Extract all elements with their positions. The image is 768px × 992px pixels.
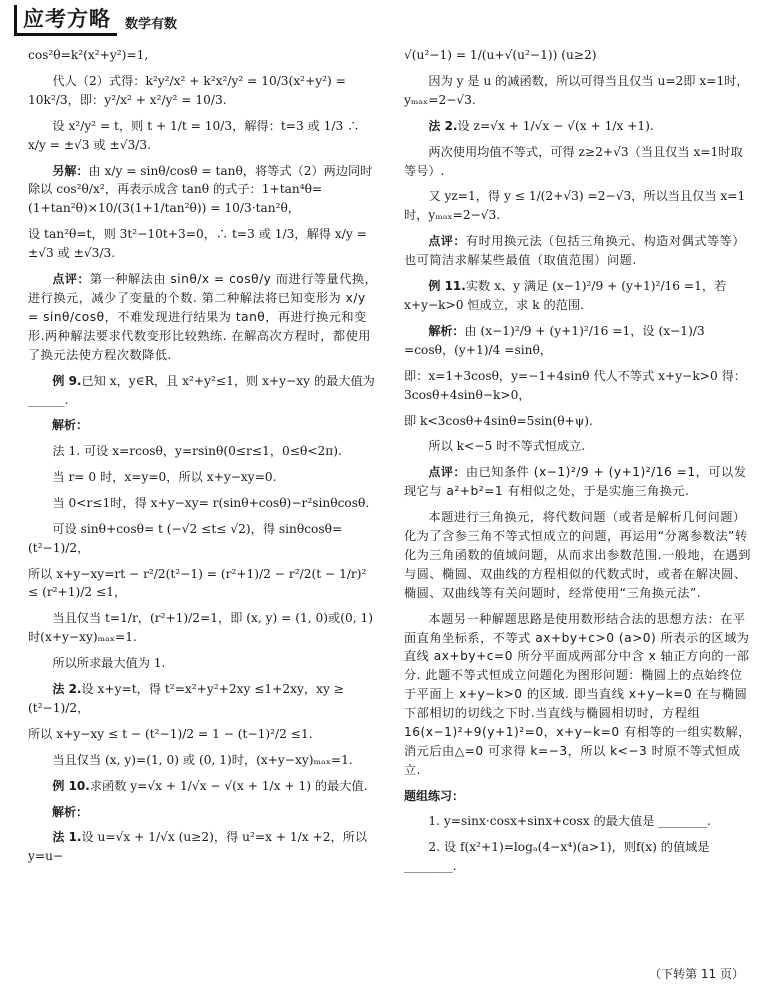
text-line: 代人（2）式得：k²y²/x² + k²x²/y² = 10/3(x²+y²) = 10k²/3，即：y²/x² + x²/y² = 10/3. [28,73,346,107]
label: 另解： [52,163,89,178]
text-line: 即 k<3cosθ+4sinθ=5sin(θ+ψ). [404,413,593,428]
text-line: 所以所求最大值为 1. [52,656,166,671]
text-line: 即：x=1+3cosθ，y=−1+4sinθ 代人不等式 x+y−k>0 得：3cosθ+4sinθ−k>0， [404,368,746,402]
text-line: 因为 y 是 u 的减函数，所以可得当且仅当 u=2即 x=1时，yₘₐₓ=2−√3. [404,73,749,107]
text-line: 设 x+y=t，得 t²=x²+y²+2xy ≤1+2xy，xy ≥ (t²−1)/2， [28,682,344,715]
method-2 [28,680,380,718]
analysis [404,322,752,360]
label: 点评： [428,234,466,249]
text-line: 有时用换元法（包括三角换元、构造对偶式等等）也可简洁求解某些最值（取值范围）问题. [404,234,746,268]
example-11 [404,277,752,315]
text-line: 法 1. 可设 x=rcosθ，y=rsinθ(0≤r≤1，0≤θ<2π). [52,444,342,458]
label: 点评： [52,272,90,287]
comment [404,232,752,270]
label: 解析： [428,323,465,338]
text-line: cos²θ=k²(x²+y²)=1, [28,48,149,62]
text-line: 当且仅当 t=1/r，(r²+1)/2=1，即 (x, y) = (1, 0)或(0, 1)时(x+y−xy)ₘₐₓ=1. [28,611,373,645]
exercise-1: 1. y=sinx·cosx+sinx+cosx 的最大值是 ________. [428,814,711,829]
text-line: 两次使用均值不等式，可得 z≥2+√3（当且仅当 x=1时取等号）. [404,144,743,178]
text-line: 第一种解法由 sinθ/x = cosθ/y 而进行等量代换，进行换元，减少了变量的个数. 第二种解法将已知变形为 x/y = sinθ/cosθ，不难发现进行结果为 tanθ，再进行换元和变形.两种解法要求代数变形比较熟练. 在解高次方程时，都使用了换元法使方程次数降低. [28,272,378,362]
text-line: 设 tan²θ=t，则 3t²−10t+3=0，∴ t=3 或 1/3，解得 x/y = ±√3 或 ±√3/3. [28,227,367,261]
label: 法 2. [52,682,82,697]
example-9 [28,372,380,410]
text-line: 设 z=√x + 1/√x − √(x + 1/x +1). [457,118,654,133]
label: 点评： [428,465,466,480]
alt-solution [28,162,380,219]
text-line: 所以 x+y−xy ≤ t − (t²−1)/2 = 1 − (t−1)²/2 ≤1. [28,726,313,741]
brand-subtitle: 数学有数 [125,17,178,32]
exercise-2: 2. 设 f(x²+1)=logₐ(4−x⁴)(a>1)，则f(x) 的值域是 ________. [404,840,710,874]
label: 例 11. [428,279,466,294]
text-line: 求函数 y=√x + 1/√x − √(x + 1/x + 1) 的最大值. [89,778,368,793]
text-line: 又 yz=1，得 y ≤ 1/(2+√3) =2−√3，所以当且仅当 x=1时，yₘₐₓ=2−√3. [404,189,746,223]
label: 法 2. [428,118,458,133]
text-line: 由已知条件 (x−1)²/9 + (y+1)²/16 =1，可以发现它与 a²+b²=1 有相似之处，于是实施三角换元. [404,465,747,499]
method-1 [28,828,380,866]
text-line: 设 x²/y² = t，则 t + 1/t = 10/3，解得：t=3 或 1/3 ∴ x/y = ±√3 或 ±√3/3. [28,118,360,152]
label: 例 10. [52,778,90,793]
continued-note: （下转第 11 页） [649,967,744,981]
text-line: 所以 x+y−xy=rt − r²/2(t²−1) = (r²+1)/2 − r²/2(t − 1/r)² ≤ (r²+1)/2 ≤1， [28,566,367,600]
text-line: 由 (x−1)²/9 + (y+1)²/16 =1，设 (x−1)/3 =cosθ，(y+1)/4 =sinθ， [404,323,705,357]
example-10 [28,777,380,796]
text-line: 当且仅当 (x, y)=(1, 0) 或 (0, 1)时，(x+y−xy)ₘₐₓ=1. [52,752,353,767]
text-line: 实数 x、y 满足 (x−1)²/9 + (y+1)²/16 =1，若 x+y−k>0 恒成立，求 k 的范围. [404,279,727,312]
text-line: 由 x/y = sinθ/cosθ = tanθ，将等式（2）两边同时除以 cos²θ/x²，再表示成含 tanθ 的式子：1+tan⁴θ=(1+tan²θ)×10/(3(1+1/tan²θ)) = 10/3·tan²θ， [28,163,373,216]
method-2 [404,117,752,136]
brand-title: 应考方略 [14,5,117,36]
comment [28,270,380,365]
text-line: √(u²−1) = 1/(u+√(u²−1)) (u≥2) [404,48,597,62]
comment [404,463,752,501]
analysis-label: 解析： [52,804,89,819]
text-line: 可设 sinθ+cosθ= t (−√2 ≤t≤ √2)，得 sinθcosθ= (t²−1)/2， [28,521,343,555]
text-line: 设 u=√x + 1/√x (u≥2)，得 u²=x + 1/x +2，所以 y=u− [28,830,368,864]
text-line: 本题进行三角换元，将代数问题（或者是解析几何问题）化为了含参三角不等式恒成立的问题，再运用“分离参数法”转化为三角函数的值域问题，从而求出参数范围.一般地，在遇到与圆、椭圆、双曲线的方程相似的代数式时，或者在解决圆、椭圆、双曲线等有关问题时，经常使用“三角换元法”. [404,510,751,600]
left-column [28,46,380,873]
analysis-label: 解析： [52,418,89,433]
text-line: 已知 x，y∈R，且 x²+y²≤1，则 x+y−xy 的最大值为______. [28,373,375,407]
text-line: 本题另一种解题思路是使用数形结合法的思想方法：在平面直角坐标系，不等式 ax+by+c>0 (a>0) 所表示的区域为直线 ax+by+c=0 所分平面成两部分中含 x 轴正方向的一部分. 此题不等式恒成立问题化为图形问题：椭圆上的点始终位于平面上 x+y−k>0 的区域. 即当直线 x+y−k=0 在与椭圆下部相切的切线之下时.当直线与椭圆相切时，方程组 16(x−1)²+9(y+1)²=0，x+y−k=0 有相等的一组实数解，消元后由△=0 可求得 k=−3，所以 k<−3 时原不等式恒成立. [404,611,751,777]
page-header [14,4,177,36]
text-line: 所以 k<−5 时不等式恒成立. [428,439,586,454]
label: 例 9. [52,373,82,388]
text-line: 当 r= 0 时，x=y=0，所以 x+y−xy=0. [52,469,277,484]
label: 法 1. [52,830,82,845]
text-line: 当 0<r≤1时，得 x+y−xy= r(sinθ+cosθ)−r²sinθcosθ. [52,495,370,510]
exercise-title: 题组练习： [404,788,465,803]
right-column [404,46,752,883]
